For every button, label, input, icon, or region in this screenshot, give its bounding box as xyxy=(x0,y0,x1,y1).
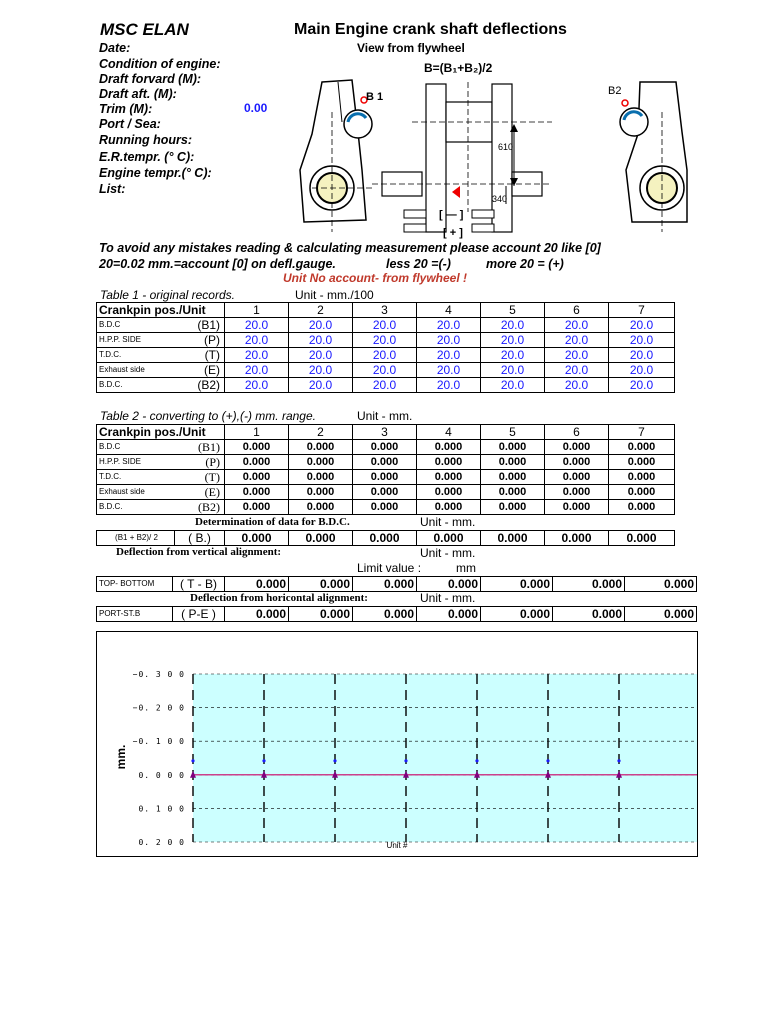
table-cell[interactable]: 20.0 xyxy=(225,348,289,363)
table-cell: 0.000 xyxy=(353,485,417,500)
table-cell[interactable]: 20.0 xyxy=(225,333,289,348)
chart-y-ticks xyxy=(133,670,185,847)
table-cell: 0.000 xyxy=(481,440,545,455)
table-cell[interactable]: 20.0 xyxy=(289,333,353,348)
table-cell: 0.000 xyxy=(417,485,481,500)
table-cell: 0.000 xyxy=(353,500,417,515)
table2-unit-4: 4 xyxy=(417,425,481,440)
table-cell[interactable]: 20.0 xyxy=(481,348,545,363)
table-cell: 0.000 xyxy=(289,470,353,485)
table-cell: 0.000 xyxy=(225,607,289,622)
table-row xyxy=(97,333,675,348)
bdc-row-label: (B1 + B2)/ 2 xyxy=(97,531,175,546)
table-cell: 0.000 xyxy=(353,470,417,485)
ship-name: MSC ELAN xyxy=(100,20,189,39)
table-cell: 0.000 xyxy=(353,440,417,455)
table-cell[interactable]: 20.0 xyxy=(353,318,417,333)
table2-unit-3: 3 xyxy=(353,425,417,440)
row-symbol: (B2) xyxy=(198,500,220,514)
table-cell: 0.000 xyxy=(353,577,417,592)
deflection-chart-svg xyxy=(97,632,697,856)
row-position: B.D.C xyxy=(99,320,121,329)
table-cell[interactable]: 20.0 xyxy=(609,318,675,333)
table-cell: 0.000 xyxy=(225,531,289,546)
left-crank-throw xyxy=(300,80,372,232)
table2-unit-7: 7 xyxy=(609,425,675,440)
table-cell: 0.000 xyxy=(225,470,289,485)
row-label xyxy=(97,318,225,333)
table-row xyxy=(97,607,697,622)
note-line-1: To avoid any mistakes reading & calculating measurement please account 20 like [0] xyxy=(99,241,601,255)
y-axis-label: mm. xyxy=(114,744,128,770)
table-cell: 0.000 xyxy=(481,607,553,622)
deflection-chart xyxy=(96,631,698,857)
table-cell: 0.000 xyxy=(353,455,417,470)
table-cell: 0.000 xyxy=(225,455,289,470)
row-symbol: (P) xyxy=(204,333,220,347)
table-cell[interactable]: 20.0 xyxy=(417,363,481,378)
table-cell[interactable]: 20.0 xyxy=(481,378,545,393)
table-cell[interactable]: 20.0 xyxy=(417,318,481,333)
bdc-unit: Unit - mm. xyxy=(420,515,476,529)
table-cell[interactable]: 20.0 xyxy=(353,363,417,378)
row-label xyxy=(97,470,225,485)
table-cell: 0.000 xyxy=(481,485,545,500)
minus-sign-label: [ — ] xyxy=(439,209,464,221)
row-position: H.P.P. SIDE xyxy=(99,457,141,466)
table-cell: 0.000 xyxy=(289,531,353,546)
row-position: H.P.P. SIDE xyxy=(99,335,141,344)
dim-610-label: 610 xyxy=(498,142,514,152)
table1-unit-5: 5 xyxy=(481,303,545,318)
table-cell[interactable]: 20.0 xyxy=(353,333,417,348)
y-tick-label: −0. 1 0 0 xyxy=(132,737,185,747)
x-axis-label: Unit # xyxy=(386,841,408,850)
table-row xyxy=(97,531,675,546)
crankshaft-diagram xyxy=(292,62,692,242)
table-cell: 0.000 xyxy=(545,531,609,546)
bdc-title: Determination of data for B.D.C. xyxy=(195,516,350,528)
table-cell: 0.000 xyxy=(609,500,675,515)
bdc-row-symbol: ( B.) xyxy=(175,531,225,546)
table-cell[interactable]: 20.0 xyxy=(481,318,545,333)
row-position: B.D.C. xyxy=(99,380,123,389)
table-cell: 0.000 xyxy=(353,531,417,546)
field-date-label: Date: xyxy=(99,41,131,55)
y-tick-label: 0. 0 0 0 xyxy=(138,770,185,780)
table-cell: 0.000 xyxy=(609,455,675,470)
table-cell: 0.000 xyxy=(417,470,481,485)
table-cell: 0.000 xyxy=(553,607,625,622)
row-label xyxy=(97,440,225,455)
data-point-p-e xyxy=(262,759,265,762)
row-symbol: (B1) xyxy=(198,440,220,454)
table-row xyxy=(97,363,675,378)
row-symbol: (T) xyxy=(204,470,220,484)
table-cell: 0.000 xyxy=(481,500,545,515)
table-cell[interactable]: 20.0 xyxy=(609,363,675,378)
table-cell[interactable]: 20.0 xyxy=(481,363,545,378)
table-row xyxy=(97,378,675,393)
table-cell: 0.000 xyxy=(225,577,289,592)
limit-value-label: Limit value : xyxy=(357,561,422,575)
table-cell: 0.000 xyxy=(481,531,545,546)
field-condition-label: Condition of engine: xyxy=(99,57,221,71)
table-cell[interactable]: 20.0 xyxy=(481,333,545,348)
page-title: Main Engine crank shaft deflections xyxy=(294,21,567,38)
table1-caption: Table 1 - original records. xyxy=(100,288,235,302)
table2 xyxy=(96,424,675,515)
table1-unit-4: 4 xyxy=(417,303,481,318)
vertical-row-label: TOP- BOTTOM xyxy=(97,577,173,592)
horizontal-row-label: PORT-ST.B xyxy=(97,607,173,622)
table-row xyxy=(97,455,675,470)
table-cell[interactable]: 20.0 xyxy=(545,363,609,378)
page-subtitle: View from flywheel xyxy=(357,41,465,55)
table2-unit-5: 5 xyxy=(481,425,545,440)
y-tick-label: −0. 3 0 0 xyxy=(132,670,185,679)
note-line-2c: more 20 = (+) xyxy=(486,257,564,271)
table2-unit: Unit - mm. xyxy=(357,409,413,423)
vertical-row-table xyxy=(96,576,697,592)
table-cell[interactable]: 20.0 xyxy=(225,378,289,393)
table-cell[interactable]: 20.0 xyxy=(289,318,353,333)
table-cell: 0.000 xyxy=(609,531,675,546)
table-cell[interactable]: 20.0 xyxy=(545,318,609,333)
table2-caption: Table 2 - converting to (+),(-) mm. range. xyxy=(100,409,316,423)
table-cell: 0.000 xyxy=(417,440,481,455)
row-position: B.D.C xyxy=(99,442,121,451)
table1-unit-3: 3 xyxy=(353,303,417,318)
table-cell[interactable]: 20.0 xyxy=(225,363,289,378)
table-cell[interactable]: 20.0 xyxy=(417,333,481,348)
table-cell: 0.000 xyxy=(289,607,353,622)
table-cell: 0.000 xyxy=(289,455,353,470)
row-label xyxy=(97,485,225,500)
table-cell: 0.000 xyxy=(545,455,609,470)
plus-sign-label: [ + ] xyxy=(443,227,463,239)
table-row xyxy=(97,318,675,333)
table-cell: 0.000 xyxy=(225,440,289,455)
right-crank-throw xyxy=(620,82,687,232)
table-cell: 0.000 xyxy=(481,455,545,470)
table-cell: 0.000 xyxy=(609,440,675,455)
table-row xyxy=(97,500,675,515)
warning-text: Unit No account- from flywheel ! xyxy=(283,271,468,285)
table-cell: 0.000 xyxy=(289,500,353,515)
table1-unit-6: 6 xyxy=(545,303,609,318)
table-cell: 0.000 xyxy=(553,577,625,592)
field-draft-aft-label: Draft aft. (M): xyxy=(99,87,177,101)
table2-unit-6: 6 xyxy=(545,425,609,440)
row-label xyxy=(97,333,225,348)
row-symbol: (B2) xyxy=(197,378,220,392)
table-row xyxy=(97,470,675,485)
table-row xyxy=(97,440,675,455)
table-cell[interactable]: 20.0 xyxy=(545,378,609,393)
field-trim-value: 0.00 xyxy=(244,101,268,115)
vertical-unit: Unit - mm. xyxy=(420,546,476,560)
note-line-2a: 20=0.02 mm.=account [0] on defl.gauge. xyxy=(99,257,336,271)
row-symbol: (B1) xyxy=(197,318,220,332)
table-cell: 0.000 xyxy=(417,577,481,592)
table-cell: 0.000 xyxy=(545,470,609,485)
table-cell: 0.000 xyxy=(289,577,353,592)
vertical-row-symbol: ( T - B) xyxy=(173,577,225,592)
row-position: Exhaust side xyxy=(99,487,145,496)
field-engine-temp-label: Engine tempr.(° C): xyxy=(99,166,212,180)
table2-header-label: Crankpin pos./Unit xyxy=(97,425,225,440)
field-er-temp-label: E.R.tempr. (° C): xyxy=(99,150,195,164)
table-cell: 0.000 xyxy=(225,485,289,500)
table1 xyxy=(96,302,675,393)
row-position: Exhaust side xyxy=(99,365,145,374)
data-point-p-e xyxy=(191,759,194,762)
row-position: T.D.C. xyxy=(99,472,122,481)
row-position: T.D.C. xyxy=(99,350,122,359)
table-cell[interactable]: 20.0 xyxy=(609,333,675,348)
table-cell: 0.000 xyxy=(545,500,609,515)
table-cell: 0.000 xyxy=(481,470,545,485)
row-label xyxy=(97,455,225,470)
table-cell: 0.000 xyxy=(417,500,481,515)
table1-unit-2: 2 xyxy=(289,303,353,318)
field-list-label: List: xyxy=(99,182,126,196)
data-point-p-e xyxy=(404,759,407,762)
table-cell: 0.000 xyxy=(609,485,675,500)
table-cell: 0.000 xyxy=(417,607,481,622)
table1-unit-1: 1 xyxy=(225,303,289,318)
table2-header-row xyxy=(97,425,675,440)
table-cell: 0.000 xyxy=(625,577,697,592)
table1-header-row xyxy=(97,303,675,318)
note-line-2b: less 20 =(-) xyxy=(386,257,451,271)
horizontal-unit: Unit - mm. xyxy=(420,591,476,605)
y-tick-label: −0. 2 0 0 xyxy=(132,703,185,713)
field-draft-forward-label: Draft forvard (M): xyxy=(99,72,202,86)
row-symbol: (P) xyxy=(205,455,220,469)
table-cell[interactable]: 20.0 xyxy=(609,378,675,393)
table-cell: 0.000 xyxy=(481,577,553,592)
table2-unit-2: 2 xyxy=(289,425,353,440)
y-tick-label: 0. 1 0 0 xyxy=(138,804,185,814)
table-cell: 0.000 xyxy=(353,607,417,622)
table-cell: 0.000 xyxy=(609,470,675,485)
dim-340-label: 340 xyxy=(492,194,508,204)
table-cell[interactable]: 20.0 xyxy=(289,363,353,378)
table-cell: 0.000 xyxy=(289,485,353,500)
table-cell[interactable]: 20.0 xyxy=(289,348,353,363)
field-port-sea-label: Port / Sea: xyxy=(99,117,161,131)
table-cell[interactable]: 20.0 xyxy=(545,348,609,363)
b1-label: B 1 xyxy=(366,91,384,103)
data-point-p-e xyxy=(475,759,478,762)
table-cell[interactable]: 20.0 xyxy=(545,333,609,348)
table-cell: 0.000 xyxy=(417,455,481,470)
field-running-hours-label: Running hours: xyxy=(99,133,193,147)
table-cell[interactable]: 20.0 xyxy=(353,378,417,393)
table1-unit: Unit - mm./100 xyxy=(295,288,374,302)
bdc-formula: B=(B₁+B₂)/2 xyxy=(424,61,493,75)
horizontal-row-table xyxy=(96,606,697,622)
table-cell: 0.000 xyxy=(545,440,609,455)
row-position: B.D.C. xyxy=(99,502,123,511)
row-label xyxy=(97,348,225,363)
table1-header-label: Crankpin pos./Unit xyxy=(97,303,225,318)
row-symbol: (E) xyxy=(204,363,220,377)
field-trim-label: Trim (M): xyxy=(99,102,153,116)
table-cell[interactable]: 20.0 xyxy=(417,378,481,393)
vertical-title: Deflection from vertical alignment: xyxy=(116,546,282,558)
table-cell[interactable]: 20.0 xyxy=(225,318,289,333)
horizontal-title: Deflection from horicontal alignment: xyxy=(190,592,368,604)
table2-unit-1: 1 xyxy=(225,425,289,440)
row-symbol: (T) xyxy=(204,348,220,362)
table-cell[interactable]: 20.0 xyxy=(289,378,353,393)
b2-label: B2 xyxy=(608,85,622,97)
row-label xyxy=(97,363,225,378)
table-row xyxy=(97,577,697,592)
plot-area xyxy=(193,674,697,842)
table-cell: 0.000 xyxy=(225,500,289,515)
limit-value-unit: mm xyxy=(456,561,476,575)
table-cell[interactable]: 20.0 xyxy=(417,348,481,363)
data-point-p-e xyxy=(546,759,549,762)
table1-unit-7: 7 xyxy=(609,303,675,318)
table-cell: 0.000 xyxy=(289,440,353,455)
data-point-p-e xyxy=(617,759,620,762)
row-label xyxy=(97,500,225,515)
data-point-p-e xyxy=(333,759,336,762)
table-row xyxy=(97,485,675,500)
table-cell: 0.000 xyxy=(417,531,481,546)
bdc-row-table xyxy=(96,530,675,546)
table-cell: 0.000 xyxy=(545,485,609,500)
table-cell[interactable]: 20.0 xyxy=(353,348,417,363)
row-label xyxy=(97,378,225,393)
horizontal-row-symbol: ( P-E ) xyxy=(173,607,225,622)
y-tick-label: 0. 2 0 0 xyxy=(138,838,185,847)
table-cell[interactable]: 20.0 xyxy=(609,348,675,363)
table-cell: 0.000 xyxy=(625,607,697,622)
row-symbol: (E) xyxy=(204,485,220,499)
table-row xyxy=(97,348,675,363)
